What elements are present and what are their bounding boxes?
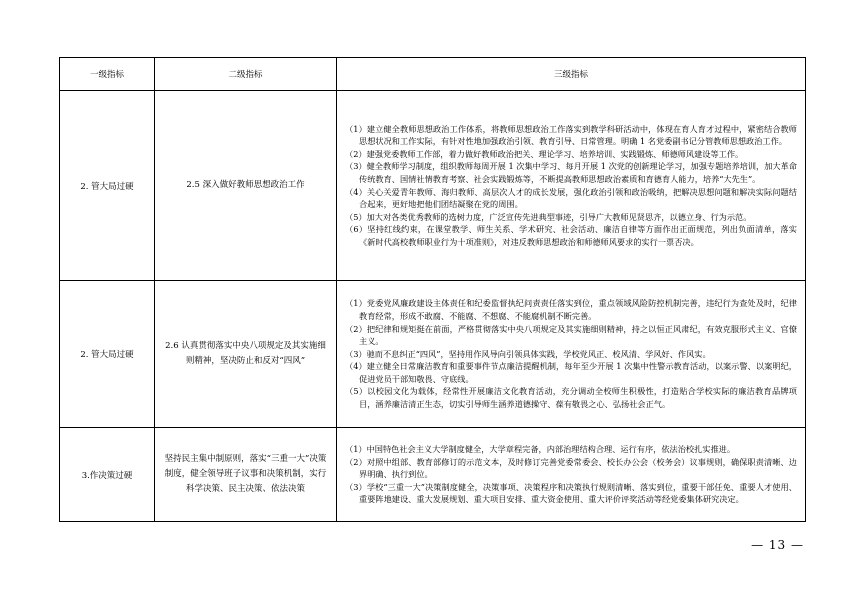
list-item: （2）对照中组部、教育部修订的示范文本，及时修订完善党委常委会、校长办公会（校务会）议事规则，确保职责清晰、边界明确、执行到位。: [345, 456, 797, 480]
list-item: （5）以校园文化为载体，经常性开展廉洁文化教育活动，充分调动全校师生积极性，打造贴合学校实际的廉洁教育品牌项目，涵养廉洁清正生态，切实引导师生涵养道德操守、葆有敬畏之心、弘扬社会正气。: [345, 386, 797, 410]
list-item: （4）建立健全日常廉洁教育和重要事件节点廉洁提醒机制，每年至少开展 1 次集中性警示教育活动，以案示警、以案明纪，促进党员干部知敬畏、守底线。: [345, 361, 797, 384]
list-item: （4）关心关爱青年教师、海归教师、高层次人才的成长发展，强化政治引领和政治吸纳，把解决思想问题和解决实际问题结合起来，更好地把他们团结凝聚在党的周围。: [345, 186, 797, 210]
level2-cell: 坚持民主集中制原则，落实“三重一大”决策制度，健全领导班子议事和决策机制，实行科学决策、民主决策、依法决策: [155, 428, 337, 522]
list-item: （1）党委党风廉政建设主体责任和纪委监督执纪问责责任落实到位，重点领域风险防控机制完善，违纪行为查处及时，纪律教育经常，形成不敢腐、不能腐、不想腐、不能腐机制不断完善。: [345, 298, 797, 321]
level3-cell: [337, 428, 806, 522]
table-header-row: [60, 58, 806, 91]
level1-cell: 3.作决策过硬: [60, 428, 155, 522]
header-level2: 二级指标: [155, 58, 337, 91]
list-item: （6）坚持红线约束，在课堂教学、师生关系、学术研究、社会活动、廉洁自律等方面作出正面规范，列出负面清单，落实《新时代高校教师职业行为十项准则》，对违反教师思想政治和师德师风要求的实行一票否决。: [345, 224, 797, 247]
indicator-table: [59, 57, 806, 522]
level3-cell: [337, 91, 806, 281]
list-item: （1）中国特色社会主义大学制度健全，大学章程完备，内部治理结构合理、运行有序，依法治校扎实推进。: [345, 444, 736, 455]
header-level1: 一级指标: [60, 58, 155, 91]
level1-cell: 2. 管大局过硬: [60, 91, 155, 281]
level3-list: [345, 443, 797, 506]
table-row: [60, 91, 806, 281]
table-row: [60, 428, 806, 522]
page-number: — 13 —: [751, 538, 804, 552]
list-item: （3）学校“三重一大”决策制度健全，决策事项、决策程序和决策执行规则清晰、落实到位，重要干部任免、重要人才使用、重要阵地建设、重大发展规划、重大项目安排、重大资金使用、重大评价评奖活动等经党委集体研究决定。: [345, 481, 797, 505]
list-item: （3）驰而不息纠正“四风”，坚持用作风导向引领具体实践，学校党风正、校风清、学风好、作风实。: [345, 348, 711, 359]
level3-list: [345, 123, 797, 249]
level2-cell: 2.5 深入做好教师思想政治工作: [155, 91, 337, 281]
level2-cell: 2.6 认真贯彻落实中央八项规定及其实施细则精神，坚决防止和反对“四风”: [155, 281, 337, 428]
table-row: [60, 281, 806, 428]
level3-cell: [337, 281, 806, 428]
header-level3: 三级指标: [337, 58, 806, 91]
list-item: （3）健全教师学习制度，组织教师每周开展 1 次集中学习、每月开展 1 次党的创新理论学习，加强专题培养培训，加大革命传统教育、国情社情教育考察、社会实践锻炼等，不断提高教师思想政治素质和育德育人能力，培养“大先生”。: [345, 161, 797, 184]
level3-list: [345, 297, 797, 410]
list-item: （2）把纪律和规矩挺在前面，严格贯彻落实中央八项规定及其实施细则精神，持之以恒正风肃纪，有效克服形式主义、官僚主义。: [345, 323, 797, 347]
list-item: （2）建强党委教师工作部，着力做好教师政治把关、理论学习、培养培训、实践锻炼、师德师风建设等工作。: [345, 148, 744, 159]
level1-cell: 2. 管大局过硬: [60, 281, 155, 428]
list-item: （5）加大对各类优秀教师的选树力度，广泛宣传先进典型事迹，引导广大教师见贤思齐，以德立身、行为示范。: [345, 211, 752, 222]
list-item: （1）建立健全教师思想政治工作体系，将教师思想政治工作落实到教学科研活动中，体现在育人育才过程中，紧密结合教师思想状况和工作实际，有针对性地加强政治引领、教育引导、日常管理。明确 1 名党委副书记分管教师思想政治工作。: [345, 123, 797, 147]
